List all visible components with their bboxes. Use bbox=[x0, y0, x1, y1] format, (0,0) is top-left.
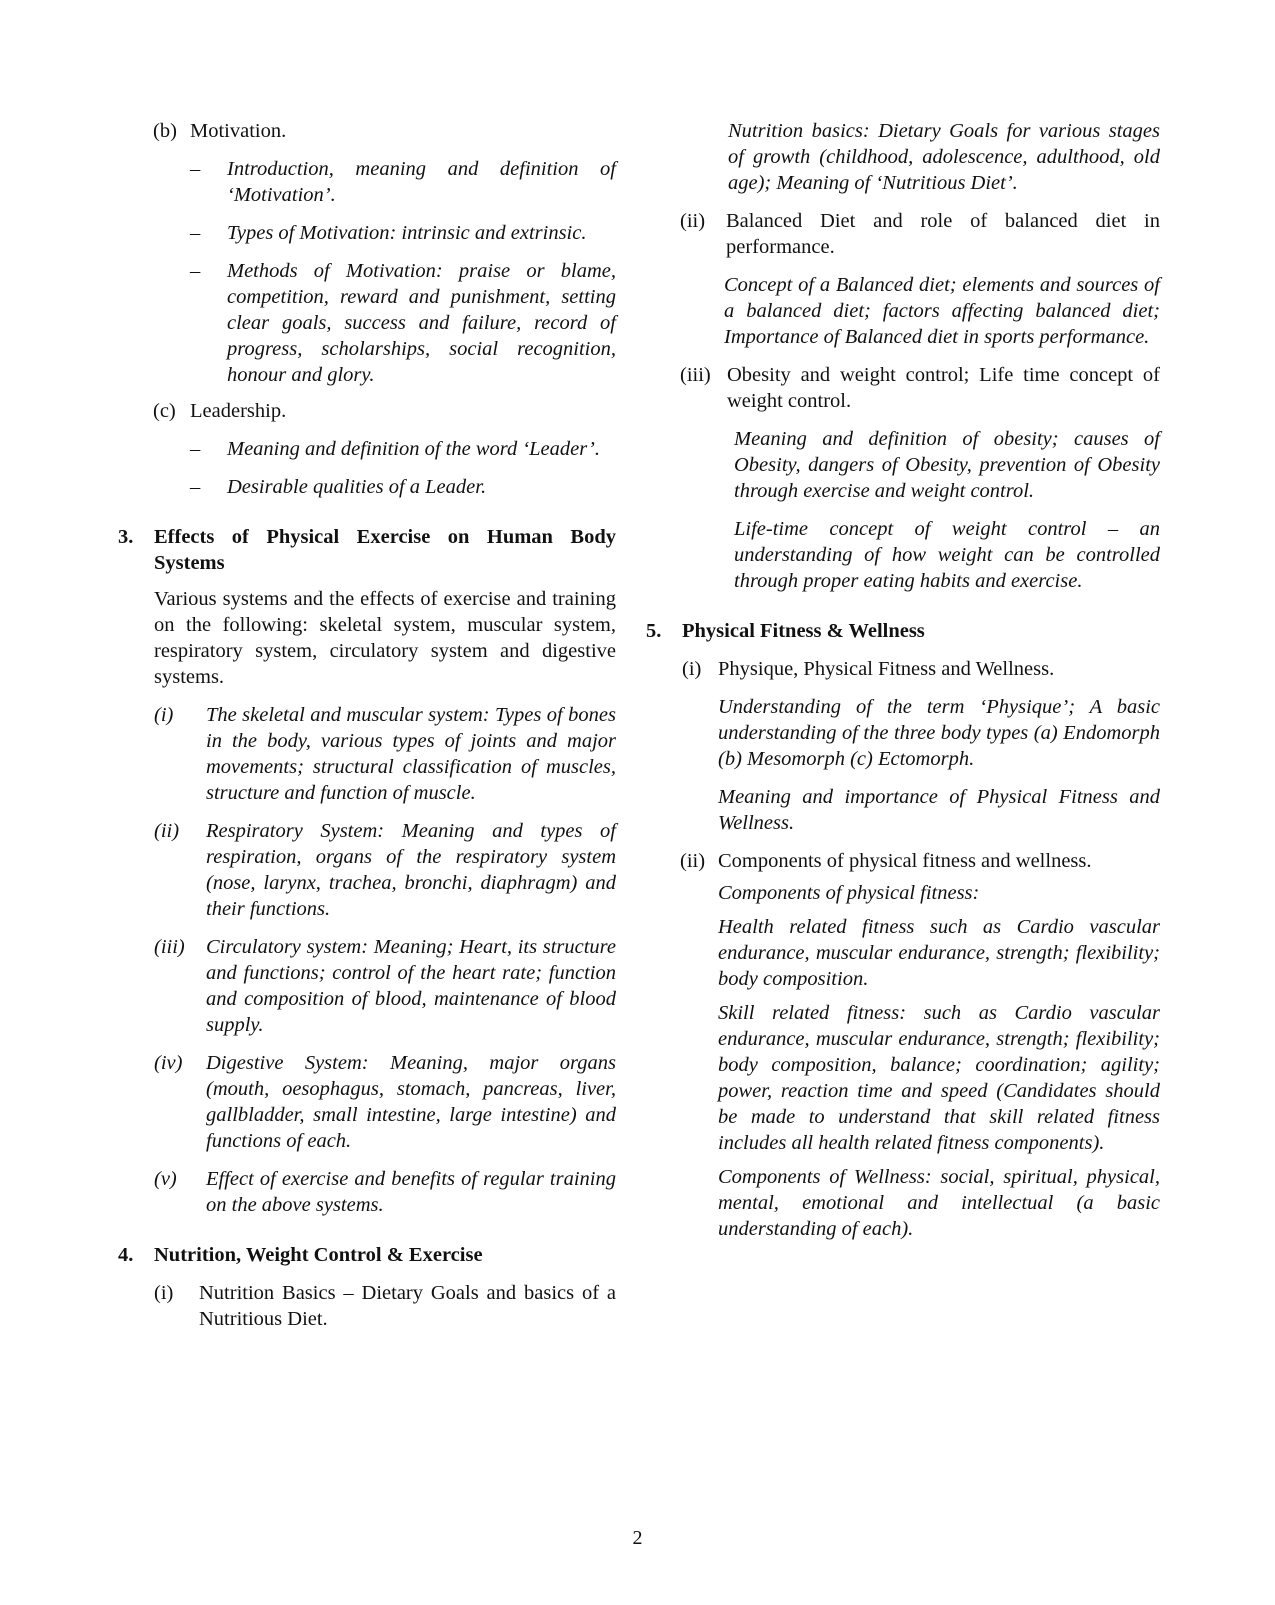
list-item bbox=[118, 934, 616, 1038]
bullet-text: Meaning and definition of the word ‘Leader’. bbox=[227, 438, 600, 460]
dash-icon: – bbox=[190, 158, 201, 180]
item-c-marker: (c) bbox=[153, 400, 176, 422]
bullet-item bbox=[118, 436, 616, 462]
list-item bbox=[118, 702, 616, 806]
section-4-item-i-title: Nutrition Basics – Dietary Goals and basics of a Nutritious Diet. bbox=[199, 1282, 616, 1330]
section-4-item-i bbox=[118, 1280, 616, 1332]
dash-icon: – bbox=[190, 260, 201, 282]
list-marker: (v) bbox=[154, 1168, 177, 1190]
section-4-number: 4. bbox=[118, 1244, 134, 1266]
list-item bbox=[118, 1050, 616, 1154]
bullet-text: Methods of Motivation: praise or blame, competition, reward and punishment, setting clear goals, success and failure, record of progress, scholarships, social recognition, honour and glory. bbox=[227, 260, 616, 386]
section-4-item-ii bbox=[660, 208, 1160, 260]
section-5-item-i-title: Physique, Physical Fitness and Wellness. bbox=[718, 658, 1055, 680]
item-c-title: Leadership. bbox=[190, 400, 287, 422]
section-4-item-i-marker: (i) bbox=[154, 1282, 174, 1304]
list-marker: (i) bbox=[154, 704, 174, 726]
section-5-number: 5. bbox=[646, 620, 662, 642]
section-5-skill-related-fitness: Skill related fitness: such as Cardio vascular endurance, muscular endurance, strength; flexibility; body composition, balance; coordination; agility; power, reaction time and speed (Candidates should be made to understand that skill related fitness includes all health related fitness components). bbox=[718, 1002, 1160, 1154]
section-4-item-ii-marker: (ii) bbox=[680, 210, 706, 232]
item-b-motivation bbox=[118, 118, 616, 144]
list-marker: (iii) bbox=[154, 936, 185, 958]
dash-icon: – bbox=[190, 222, 201, 244]
section-5-item-i-fitness: Meaning and importance of Physical Fitness and Wellness. bbox=[718, 786, 1160, 834]
section-4-item-iii bbox=[660, 362, 1160, 414]
section-4-heading bbox=[118, 1242, 616, 1268]
list-item bbox=[118, 818, 616, 922]
section-5-components-of-wellness: Components of Wellness: social, spiritual, physical, mental, emotional and intellectual (a basic understanding of each). bbox=[718, 1166, 1160, 1240]
list-text: Digestive System: Meaning, major organs (mouth, oesophagus, stomach, pancreas, liver, gallbladder, small intestine, large intestine) and functions of each. bbox=[206, 1052, 616, 1152]
bullet-text: Desirable qualities of a Leader. bbox=[227, 476, 487, 498]
bullet-item bbox=[118, 156, 616, 208]
item-c-leadership bbox=[118, 398, 616, 424]
section-5-item-i-marker: (i) bbox=[682, 658, 702, 680]
dash-icon: – bbox=[190, 438, 201, 460]
section-4-item-ii-description: Concept of a Balanced diet; elements and sources of a balanced diet; factors affecting balanced diet; Importance of Balanced diet in sports performance. bbox=[724, 274, 1160, 348]
section-5-item-ii-subheading: Components of physical fitness: bbox=[718, 882, 980, 904]
section-4-item-i-description: Nutrition basics: Dietary Goals for various stages of growth (childhood, adolescence, adulthood, old age); Meaning of ‘Nutritious Diet’. bbox=[728, 120, 1160, 194]
section-3-number: 3. bbox=[118, 526, 134, 548]
section-4-item-iii-description: Meaning and definition of obesity; causes of Obesity, dangers of Obesity, prevention of Obesity through exercise and weight control. bbox=[734, 428, 1160, 502]
bullet-item bbox=[118, 220, 616, 246]
item-b-title: Motivation. bbox=[190, 120, 287, 142]
section-4-title: Nutrition, Weight Control & Exercise bbox=[154, 1244, 483, 1266]
section-4-item-ii-title: Balanced Diet and role of balanced diet in performance. bbox=[726, 210, 1160, 258]
bullet-item bbox=[118, 258, 616, 388]
section-5-heading bbox=[646, 618, 1160, 644]
section-5-title: Physical Fitness & Wellness bbox=[682, 620, 925, 642]
left-column bbox=[118, 118, 616, 1332]
right-column bbox=[646, 118, 1160, 1242]
section-5-item-ii-title: Components of physical fitness and wellness. bbox=[718, 850, 1092, 872]
bullet-item bbox=[118, 474, 616, 500]
section-5-health-related-fitness: Health related fitness such as Cardio vascular endurance, muscular endurance, strength; flexibility; body composition. bbox=[718, 916, 1160, 990]
list-marker: (iv) bbox=[154, 1052, 183, 1074]
section-4-item-iii-lifetime: Life-time concept of weight control – an understanding of how weight can be controlled through proper eating habits and exercise. bbox=[734, 518, 1160, 592]
bullet-text: Types of Motivation: intrinsic and extrinsic. bbox=[227, 222, 587, 244]
list-text: Respiratory System: Meaning and types of respiration, organs of the respiratory system (nose, larynx, trachea, bronchi, diaphragm) and their functions. bbox=[206, 820, 616, 920]
section-3-heading bbox=[118, 524, 616, 576]
section-4-item-iii-marker: (iii) bbox=[680, 364, 711, 386]
item-b-marker: (b) bbox=[153, 120, 177, 142]
bullet-text: Introduction, meaning and definition of ‘Motivation’. bbox=[227, 158, 616, 206]
page-number: 2 bbox=[632, 1527, 643, 1549]
section-5-item-i bbox=[660, 656, 1160, 682]
dash-icon: – bbox=[190, 476, 201, 498]
list-text: Effect of exercise and benefits of regular training on the above systems. bbox=[206, 1168, 616, 1216]
section-5-item-ii-marker: (ii) bbox=[680, 850, 706, 872]
list-text: The skeletal and muscular system: Types of bones in the body, various types of joints and major movements; structural classification of muscles, structure and function of muscle. bbox=[206, 704, 616, 804]
section-5-item-ii bbox=[660, 848, 1160, 874]
section-4-item-iii-title: Obesity and weight control; Life time concept of weight control. bbox=[727, 364, 1160, 412]
section-5-item-i-physique: Understanding of the term ‘Physique’; A basic understanding of the three body types (a) Endomorph (b) Mesomorph (c) Ectomorph. bbox=[718, 696, 1160, 770]
section-3-intro: Various systems and the effects of exercise and training on the following: skeletal system, muscular system, respiratory system, circulatory system and digestive systems. bbox=[154, 588, 616, 688]
section-3-title: Effects of Physical Exercise on Human Body Systems bbox=[154, 526, 616, 574]
list-item bbox=[118, 1166, 616, 1218]
list-text: Circulatory system: Meaning; Heart, its structure and functions; control of the heart rate; function and composition of blood, maintenance of blood supply. bbox=[206, 936, 616, 1036]
list-marker: (ii) bbox=[154, 820, 180, 842]
